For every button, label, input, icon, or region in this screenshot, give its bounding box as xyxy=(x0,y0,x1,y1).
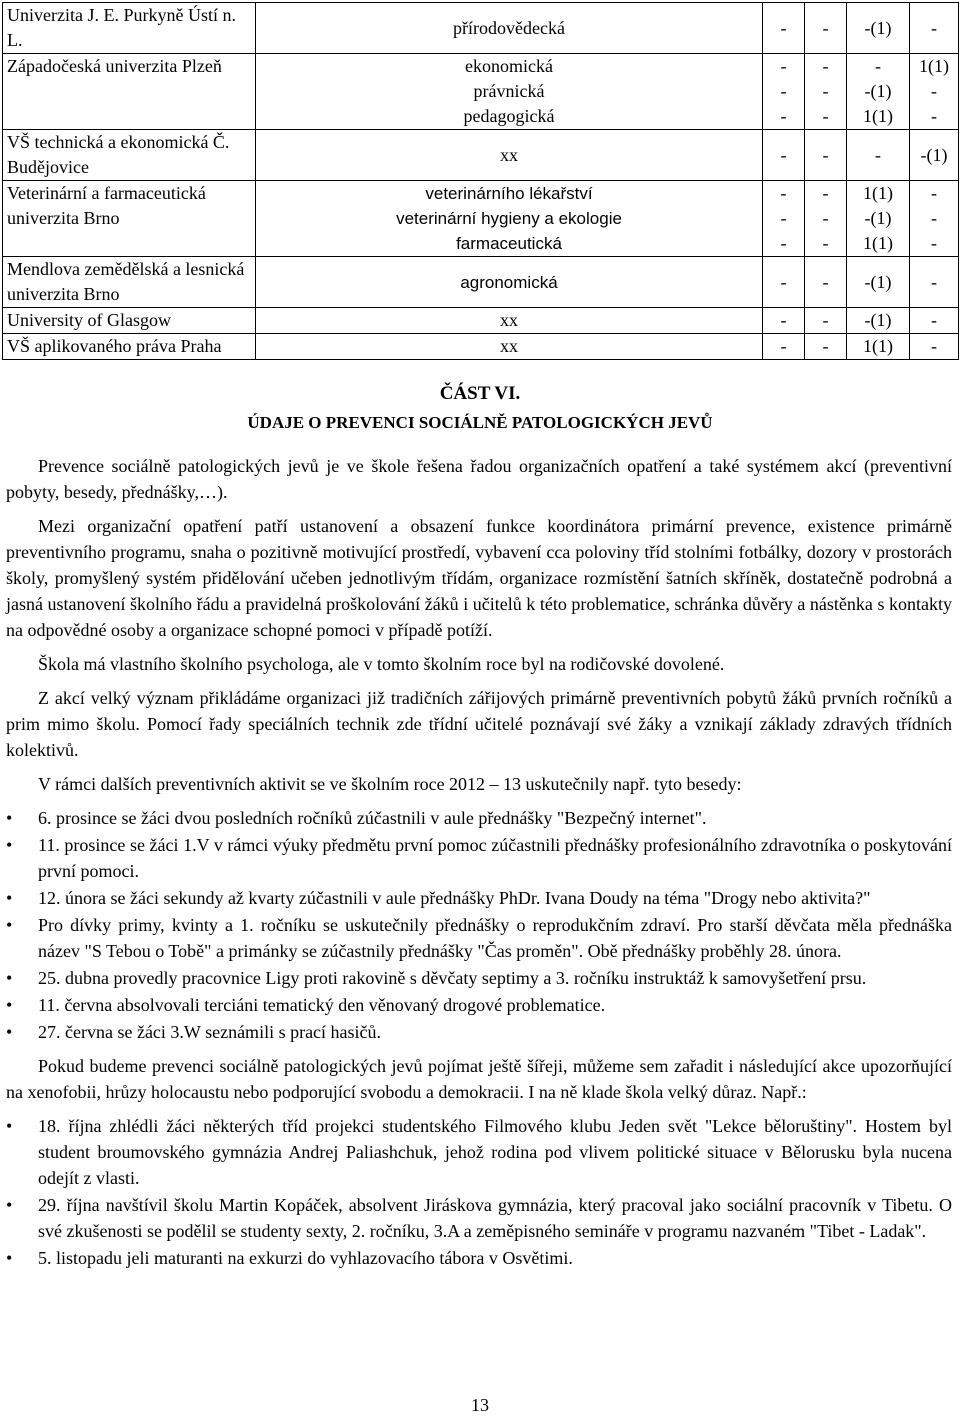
value-cell-2 xyxy=(805,3,847,54)
list-item xyxy=(6,1192,952,1244)
list-item-text: 29. října navštívil školu Martin Kopáček, absolvent Jiráskova gymnázia, který pracoval jako sociální pracovník v Tibetu. O své zkušenosti se podělil se studenty sexty, 2. ročníku, 3.A a zeměpisného semináře v programu nazvaném "Tibet - Ladak". xyxy=(38,1195,952,1241)
universities-table xyxy=(2,2,959,360)
list-item xyxy=(6,805,952,831)
faculty-cell xyxy=(256,3,763,54)
cell-line: - xyxy=(931,183,937,203)
cell-line: - xyxy=(931,271,937,292)
school-name: VŠ aplikovaného práva Praha xyxy=(3,334,256,360)
cell-line: -(1) xyxy=(864,208,892,228)
list-item xyxy=(6,1019,952,1045)
cell-line: - xyxy=(780,17,787,38)
cell-line: - xyxy=(822,233,829,253)
bullet-icon: • xyxy=(6,1022,13,1042)
value-cell-4 xyxy=(910,130,959,181)
cell-line: - xyxy=(780,233,787,253)
paragraph-broader-prevention: Pokud budeme prevenci sociálně patologických jevů pojímat ještě šířeji, můžeme sem zařadit i následující akce upozorňující na xenofobii, hrůzy holocaustu nebo podporující svobodu a demokracii. I na ně klade škola velký důraz. Např.: xyxy=(6,1056,952,1102)
bullet-icon: • xyxy=(6,915,13,935)
list-item-text: 11. června absolvovali terciáni tematický den věnovaný drogové problematice. xyxy=(38,995,606,1015)
value-cell-4 xyxy=(910,54,959,130)
cell-line: -(1) xyxy=(864,271,892,292)
school-name: Univerzita J. E. Purkyně Ústí n. L. xyxy=(3,3,256,54)
value-cell-4 xyxy=(910,308,959,334)
cell-line: agronomická xyxy=(460,272,558,292)
cell-line: xx xyxy=(500,144,518,165)
paragraph-psychologist: Škola má vlastního školního psychologa, ale v tomto školním roce byl na rodičovské dovolené. xyxy=(38,654,725,674)
table-row xyxy=(3,181,959,257)
list-item xyxy=(6,965,952,991)
value-cell-1 xyxy=(763,257,805,308)
cell-line: - xyxy=(875,56,881,76)
paragraph-organizational-measures: Mezi organizační opatření patří ustanovení a obsazení funkce koordinátora primární prevence, existence primárně preventivního programu, snaha o pozitivně motivující prostředí, vybavení cca poloviny tříd stolními fotbálky, dozory v prostorách školy, promyšlený systém přidělování učeben jednotlivým třídám, organizace rozmístění šatních skříněk, dostatečně podrobná a jasná ustanovení školního řádu a pravidelná proškolování žáků i učitelů k této problematice, schránka důvěry a nástěnka s kontakty na odpovědné osoby a organizace schopné pomoci v případě potíží. xyxy=(6,516,952,640)
list-item xyxy=(6,832,952,884)
list-item xyxy=(6,1245,952,1271)
faculty-cell xyxy=(256,181,763,257)
cell-line: - xyxy=(780,271,787,292)
cell-line: - xyxy=(822,271,829,292)
cell-line: pedagogická xyxy=(463,106,555,126)
cell-line: -(1) xyxy=(864,81,892,101)
body-text xyxy=(6,453,952,1279)
universities-table-body xyxy=(3,3,959,360)
bullet-icon: • xyxy=(6,968,13,988)
value-cell-3 xyxy=(847,3,910,54)
school-name: VŠ technická a ekonomická Č. Budějovice xyxy=(3,130,256,181)
cell-line: - xyxy=(780,56,787,76)
value-cell-4 xyxy=(910,334,959,360)
cell-line: - xyxy=(780,144,787,165)
broader-events-list xyxy=(6,1113,952,1271)
cell-line: -(1) xyxy=(920,144,948,165)
cell-line: - xyxy=(822,183,829,203)
cell-line: xx xyxy=(500,310,518,330)
list-item-text: Pro dívky primy, kvinty a 1. ročníku se uskutečnily přednášky o reprodukčním zdraví. Pro starší děvčata měla přednáška název "S Tebou o Tobě" a primánky se zúčastnily přednášky "Čas proměn". Obě přednášky proběhly 28. února. xyxy=(38,915,952,961)
bullet-icon: • xyxy=(6,1116,13,1136)
cell-line: - xyxy=(931,310,937,330)
cell-line: - xyxy=(931,106,937,126)
table-row xyxy=(3,130,959,181)
cell-line: 1(1) xyxy=(863,336,893,356)
cell-line: -(1) xyxy=(864,17,892,38)
page-number: 13 xyxy=(471,1395,489,1415)
school-name: Západočeská univerzita Plzeň xyxy=(3,54,256,130)
list-item-text: 25. dubna provedly pracovnice Ligy proti rakovině s děvčaty septimy a 3. ročníku instruktáž k samovyšetření prsu. xyxy=(38,968,867,988)
cell-line: - xyxy=(780,310,787,330)
faculty-cell xyxy=(256,308,763,334)
cell-line: - xyxy=(780,208,787,228)
bullet-icon: • xyxy=(6,995,13,1015)
value-cell-2 xyxy=(805,334,847,360)
table-row xyxy=(3,334,959,360)
value-cell-2 xyxy=(805,308,847,334)
paragraph-events: Z akcí velký význam přikládáme organizaci již tradičních zářijových primárně preventivních pobytů žáků prvních ročníků a prim mimo školu. Pomocí řady speciálních technik zde třídní učitelé poznávají své žáky a vznikají základy zdravých třídních kolektivů. xyxy=(6,688,952,760)
cell-line: - xyxy=(822,336,829,356)
list-item xyxy=(6,992,952,1018)
cell-line: - xyxy=(875,144,881,165)
school-name: Veterinární a farmaceutická univerzita Brno xyxy=(3,181,256,257)
value-cell-3 xyxy=(847,257,910,308)
faculty-cell xyxy=(256,334,763,360)
cell-line: 1(1) xyxy=(919,56,949,76)
bullet-icon: • xyxy=(6,808,13,828)
value-cell-1 xyxy=(763,334,805,360)
cell-line: ekonomická xyxy=(465,56,553,76)
list-item xyxy=(6,885,952,911)
cell-line: - xyxy=(931,233,937,253)
cell-line: - xyxy=(822,17,829,38)
bullet-icon: • xyxy=(6,1248,13,1268)
value-cell-4 xyxy=(910,3,959,54)
faculty-cell xyxy=(256,130,763,181)
section-part: ČÁST VI. xyxy=(439,383,521,404)
value-cell-2 xyxy=(805,130,847,181)
cell-line: - xyxy=(822,56,829,76)
value-cell-3 xyxy=(847,54,910,130)
value-cell-2 xyxy=(805,181,847,257)
faculty-cell xyxy=(256,54,763,130)
cell-line: -(1) xyxy=(864,310,892,330)
value-cell-1 xyxy=(763,181,805,257)
cell-line: - xyxy=(780,336,787,356)
paragraph-talks-intro: V rámci dalších preventivních aktivit se ve školním roce 2012 – 13 uskutečnily např. tyto besedy: xyxy=(38,774,742,794)
section-title: ÚDAJE O PREVENCI SOCIÁLNĚ PATOLOGICKÝCH JEVŮ xyxy=(247,413,713,432)
cell-line: veterinárního lékařství xyxy=(425,184,593,203)
value-cell-1 xyxy=(763,130,805,181)
bullet-icon: • xyxy=(6,835,13,855)
value-cell-1 xyxy=(763,308,805,334)
cell-line: - xyxy=(931,17,937,38)
cell-line: - xyxy=(780,183,787,203)
value-cell-3 xyxy=(847,334,910,360)
value-cell-2 xyxy=(805,54,847,130)
cell-line: xx xyxy=(500,336,518,356)
list-item-text: 27. června se žáci 3.W seznámili s prací hasičů. xyxy=(38,1022,382,1042)
value-cell-3 xyxy=(847,130,910,181)
value-cell-1 xyxy=(763,3,805,54)
faculty-cell xyxy=(256,257,763,308)
cell-line: - xyxy=(822,81,829,101)
table-row xyxy=(3,257,959,308)
talks-list xyxy=(6,805,952,1045)
cell-line: 1(1) xyxy=(863,233,893,253)
cell-line: - xyxy=(780,81,787,101)
cell-line: - xyxy=(822,106,829,126)
list-item-text: 6. prosince se žáci dvou posledních ročníků zúčastnili v aule přednášky "Bezpečný internet". xyxy=(38,808,707,828)
school-name: Mendlova zemědělská a lesnická univerzita Brno xyxy=(3,257,256,308)
bullet-icon: • xyxy=(6,1195,13,1215)
table-row xyxy=(3,3,959,54)
cell-line: 1(1) xyxy=(863,183,893,203)
bullet-icon: • xyxy=(6,888,13,908)
value-cell-3 xyxy=(847,181,910,257)
school-name: University of Glasgow xyxy=(3,308,256,334)
cell-line: - xyxy=(822,144,829,165)
value-cell-4 xyxy=(910,257,959,308)
list-item xyxy=(6,912,952,964)
cell-line: 1(1) xyxy=(863,106,893,126)
cell-line: právnická xyxy=(473,81,545,101)
list-item xyxy=(6,1113,952,1191)
cell-line: - xyxy=(931,336,937,356)
table-row xyxy=(3,308,959,334)
cell-line: - xyxy=(931,208,937,228)
value-cell-3 xyxy=(847,308,910,334)
cell-line: veterinární hygieny a ekologie xyxy=(396,209,622,228)
paragraph-intro: Prevence sociálně patologických jevů je ve škole řešena řadou organizačních opatření a také systémem akcí (preventivní pobyty, besedy, přednášky,…). xyxy=(6,456,952,502)
value-cell-1 xyxy=(763,54,805,130)
value-cell-4 xyxy=(910,181,959,257)
cell-line: přírodovědecká xyxy=(453,17,565,38)
table-row xyxy=(3,54,959,130)
cell-line: - xyxy=(822,208,829,228)
list-item-text: 18. října zhlédli žáci některých tříd projekci studentského Filmového klubu Jeden svět "Lekce běloruštiny". Hostem byl student broumovského gymnázia Andrej Paliashchuk, jehož rodina pod vlivem politické situace v Bělorusku byla nucena odejít z vlasti. xyxy=(38,1116,952,1188)
cell-line: - xyxy=(780,106,787,126)
cell-line: farmaceutická xyxy=(456,234,562,253)
list-item-text: 12. února se žáci sekundy až kvarty zúčastnili v aule přednášky PhDr. Ivana Doudy na téma "Drogy nebo aktivita?" xyxy=(38,888,871,908)
cell-line: - xyxy=(931,81,937,101)
value-cell-2 xyxy=(805,257,847,308)
cell-line: - xyxy=(822,310,829,330)
list-item-text: 5. listopadu jeli maturanti na exkurzi do vyhlazovacího tábora v Osvětimi. xyxy=(38,1248,573,1268)
list-item-text: 11. prosince se žáci 1.V v rámci výuky předmětu první pomoc zúčastnili přednášky profesionálního zdravotníka o poskytování první pomoci. xyxy=(38,835,952,881)
